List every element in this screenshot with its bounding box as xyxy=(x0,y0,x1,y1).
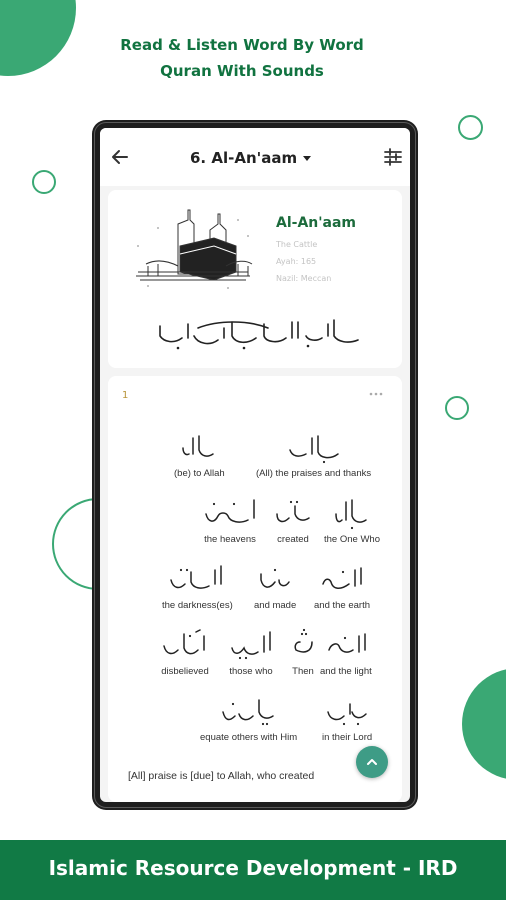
decor-circle xyxy=(462,668,506,780)
arabic-word xyxy=(255,560,295,598)
word-item[interactable]: the One Who xyxy=(324,494,380,545)
word-item[interactable]: the heavens xyxy=(200,494,260,545)
verse-card xyxy=(108,376,402,802)
sliders-icon xyxy=(382,146,404,168)
ellipsis-icon xyxy=(366,386,386,402)
page-title: 6. Al-An'aam xyxy=(190,149,298,167)
word-item[interactable]: and made xyxy=(254,560,296,611)
word-item[interactable]: disbelieved xyxy=(160,626,210,677)
tagline-line-2: Quran With Sounds xyxy=(160,62,324,80)
verse-options-button[interactable] xyxy=(366,386,386,402)
ayah-count: Ayah: 165 xyxy=(276,257,317,266)
verse-number: 1 xyxy=(122,390,129,401)
arabic-word xyxy=(160,626,210,664)
decor-ring xyxy=(32,170,56,194)
word-item[interactable]: in their Lord xyxy=(322,692,372,743)
word-item[interactable]: (All) the praises and thanks xyxy=(256,428,371,479)
arabic-word xyxy=(284,428,344,466)
word-item[interactable]: and the earth xyxy=(314,560,370,611)
word-item[interactable]: created xyxy=(273,494,313,545)
surah-meaning: The Cattle xyxy=(276,240,318,249)
decor-ring xyxy=(458,115,483,140)
arrow-left-icon xyxy=(108,145,132,169)
arabic-word xyxy=(317,560,367,598)
phone-frame xyxy=(92,120,418,810)
revelation-place: Nazil: Meccan xyxy=(276,274,332,283)
decor-ring xyxy=(445,396,469,420)
word-item[interactable]: equate others with Him xyxy=(200,692,297,743)
word-item[interactable]: those who xyxy=(226,626,276,677)
arabic-word xyxy=(167,560,227,598)
word-item[interactable]: the darkness(es) xyxy=(162,560,233,611)
back-button[interactable] xyxy=(108,145,132,169)
surah-info-card xyxy=(108,190,402,368)
scroll-up-button[interactable] xyxy=(356,746,388,778)
arabic-word xyxy=(226,626,276,664)
arabic-word xyxy=(288,626,318,664)
settings-button[interactable] xyxy=(382,146,404,168)
bismillah-calligraphy xyxy=(148,314,368,354)
arabic-word xyxy=(200,494,260,532)
footer-text: Islamic Resource Development - IRD xyxy=(48,856,458,880)
surah-selector[interactable] xyxy=(190,146,311,170)
word-item[interactable]: and the light xyxy=(320,626,372,677)
arabic-word xyxy=(332,494,372,532)
arabic-word xyxy=(219,692,279,730)
word-item[interactable]: Then xyxy=(288,626,318,677)
surah-name: Al-An'aam xyxy=(276,215,357,231)
verse-translation: [All] praise is [due] to Allah, who created xyxy=(128,770,315,782)
tagline-line-1: Read & Listen Word By Word xyxy=(120,36,364,54)
footer-banner xyxy=(0,840,506,900)
arabic-word xyxy=(179,428,219,466)
caret-down-icon xyxy=(303,156,311,161)
arabic-word xyxy=(322,692,372,730)
arabic-word xyxy=(273,494,313,532)
kaaba-illustration xyxy=(118,206,268,292)
arabic-word xyxy=(321,626,371,664)
chevron-up-icon xyxy=(364,754,380,770)
promo-tagline xyxy=(0,32,484,84)
word-item[interactable]: (be) to Allah xyxy=(174,428,225,479)
app-bar xyxy=(100,128,410,186)
app-screen xyxy=(100,128,410,802)
